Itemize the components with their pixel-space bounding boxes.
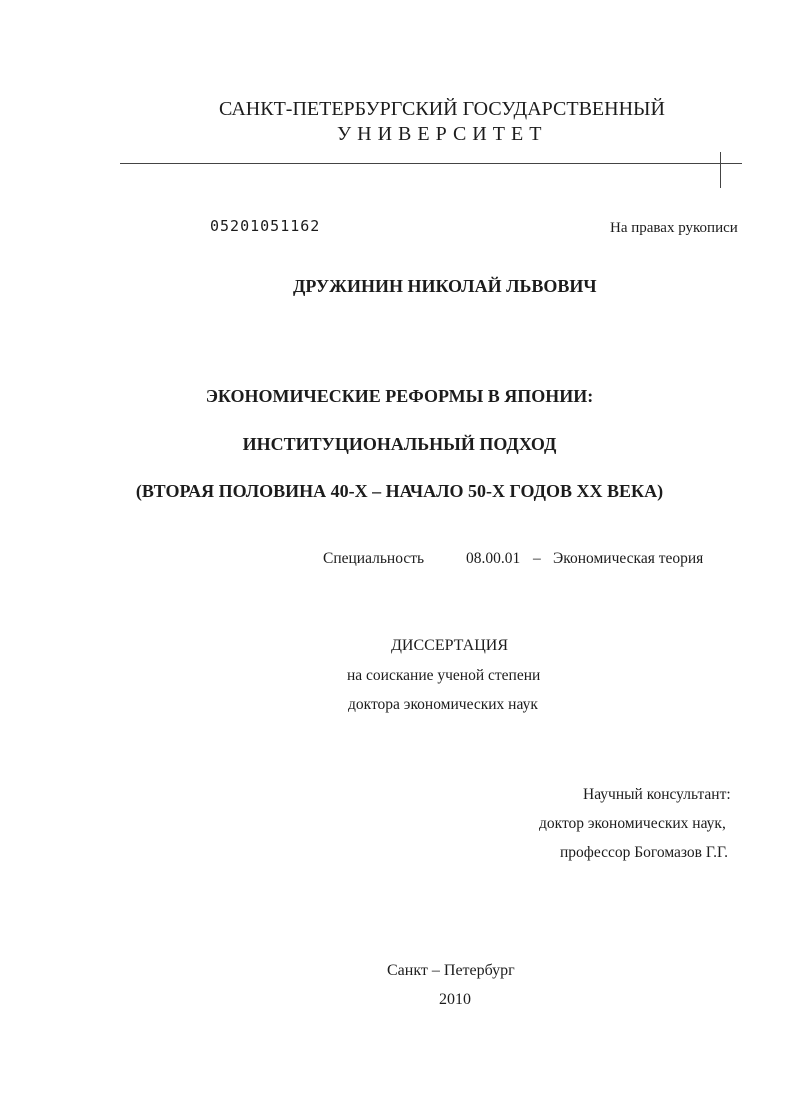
specialty-dash: – — [533, 550, 541, 567]
advisor-label: Научный консультант: — [583, 786, 731, 803]
advisor-name: профессор Богомазов Г.Г. — [560, 844, 729, 861]
document-code: 05201051162 — [210, 217, 321, 235]
specialty-label: Специальность — [323, 550, 425, 567]
institution-line-1: САНКТ-ПЕТЕРБУРГСКИЙ ГОСУДАРСТВЕННЫЙ — [219, 98, 665, 120]
degree-line-1: на соискание ученой степени — [347, 667, 541, 684]
institution-line-2: УНИВЕРСИТЕТ — [337, 123, 548, 145]
year: 2010 — [439, 991, 471, 1008]
specialty-code: 08.00.01 — [466, 550, 521, 567]
manuscript-note: На правах рукописи — [610, 220, 738, 236]
title-line-2: ИНСТИТУЦИОНАЛЬНЫЙ ПОДХОД — [242, 434, 557, 454]
dissertation-type: ДИССЕРТАЦИЯ — [391, 637, 508, 654]
scan-mark — [720, 152, 721, 188]
specialty-name: Экономическая теория — [553, 550, 704, 567]
advisor-degree: доктор экономических наук, — [539, 815, 726, 832]
degree-line-2: доктора экономических наук — [348, 696, 538, 713]
title-line-3: (ВТОРАЯ ПОЛОВИНА 40-Х – НАЧАЛО 50-Х ГОДОВ XX ВЕКА) — [135, 481, 664, 501]
header-rule — [120, 163, 742, 164]
title-line-1: ЭКОНОМИЧЕСКИЕ РЕФОРМЫ В ЯПОНИИ: — [205, 386, 594, 406]
author-name: ДРУЖИНИН НИКОЛАЙ ЛЬВОВИЧ — [293, 276, 597, 296]
city: Санкт – Петербург — [387, 962, 515, 979]
